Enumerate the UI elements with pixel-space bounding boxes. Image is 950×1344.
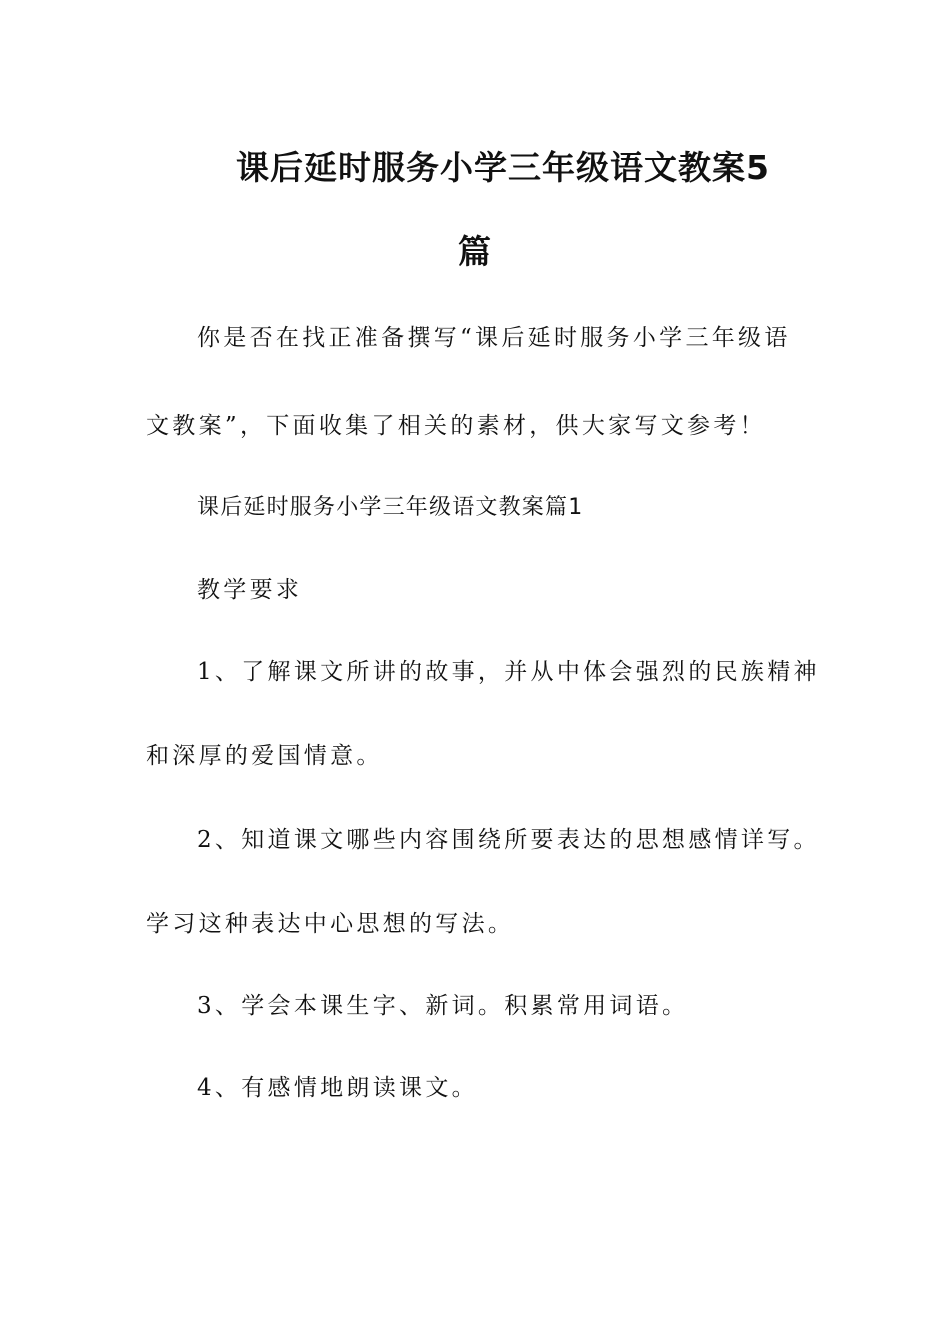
intro-paragraph-line-1: 你是否在找正准备撰写“课后延时服务小学三年级语: [197, 325, 791, 351]
list-item-1-line-2: 和深厚的爱国情意。: [146, 743, 383, 769]
list-item-1-line-1: 1、了解课文所讲的故事，并从中体会强烈的民族精神: [197, 659, 820, 685]
list-item-2-line-2: 学习这种表达中心思想的写法。: [146, 911, 515, 937]
list-item-2-line-1: 2、知道课文哪些内容围绕所要表达的思想感情详写。: [197, 827, 820, 853]
subheading-teaching-requirements: 教学要求: [197, 577, 303, 603]
list-item-3: 3、学会本课生字、新词。积累常用词语。: [197, 993, 689, 1019]
section-heading: 课后延时服务小学三年级语文教案篇1: [197, 495, 584, 520]
list-item-4: 4、有感情地朗读课文。: [197, 1075, 478, 1101]
document-title-line-2: 篇: [458, 232, 492, 271]
intro-paragraph-line-2: 文教案”，下面收集了相关的素材，供大家写文参考！: [146, 413, 766, 439]
document-title-line-1: 课后延时服务小学三年级语文教案5: [236, 148, 770, 187]
